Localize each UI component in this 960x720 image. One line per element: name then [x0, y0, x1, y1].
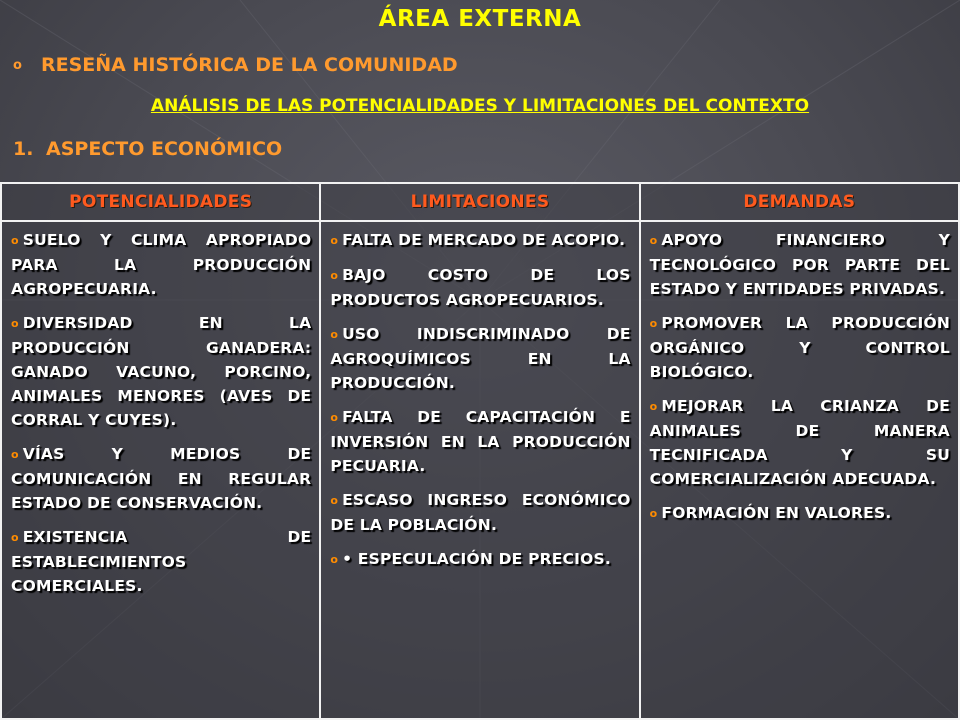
list-item: o APOYO FINANCIERO Y TECNOLÓGICO POR PARTE DEL ESTADO Y ENTIDADES PRIVADAS.: [649, 231, 950, 298]
demandas-cell: [640, 221, 959, 719]
history-heading-text: RESEÑA HISTÓRICA DE LA COMUNIDAD: [41, 54, 458, 76]
circle-bullet-icon: o: [649, 507, 658, 520]
circle-bullet-icon: o: [11, 234, 19, 247]
potencialidades-cell: [1, 221, 320, 719]
circle-bullet-icon: o: [330, 269, 339, 282]
list-item: o FORMACIÓN EN VALORES.: [649, 504, 892, 522]
analysis-table: [0, 182, 960, 720]
section-number: 1.: [13, 138, 34, 160]
table-header-row: [1, 183, 959, 221]
circle-bullet-icon: o: [11, 531, 19, 544]
circle-bullet-icon: o: [330, 411, 339, 424]
limitaciones-cell: [320, 221, 639, 719]
section-heading: [13, 138, 282, 160]
list-item: o DIVERSIDAD EN LA PRODUCCIÓN GANADERA: GANADO VACUNO, PORCINO, ANIMALES MENORES (AVES DE CORRAL Y CUYES).: [11, 314, 312, 429]
list-item: o SUELO Y CLIMA APROPIADO PARA LA PRODUCCIÓN AGROPECUARIA.: [11, 231, 312, 298]
list-item: o VÍAS Y MEDIOS DE COMUNICACIÓN EN REGULAR ESTADO DE CONSERVACIÓN.: [11, 445, 312, 512]
circle-bullet-icon: o: [330, 553, 339, 566]
circle-bullet-icon: o: [649, 234, 658, 247]
column-header-demandas: DEMANDAS: [640, 183, 959, 221]
circle-bullet-icon: o: [330, 328, 339, 341]
list-item: o USO INDISCRIMINADO DE AGROQUÍMICOS EN LA PRODUCCIÓN.: [330, 325, 631, 392]
column-header-limitaciones: LIMITACIONES: [320, 183, 639, 221]
circle-bullet-icon: o: [330, 234, 339, 247]
list-item: o FALTA DE CAPACITACIÓN E INVERSIÓN EN LA PRODUCCIÓN PECUARIA.: [330, 408, 631, 475]
column-header-potencialidades: POTENCIALIDADES: [1, 183, 320, 221]
list-item: o EXISTENCIA DE ESTABLECIMIENTOS COMERCIALES.: [11, 528, 312, 595]
circle-bullet-icon: o: [11, 317, 19, 330]
analysis-heading: ANÁLISIS DE LAS POTENCIALIDADES Y LIMITACIONES DEL CONTEXTO: [150, 96, 810, 116]
list-item: o FALTA DE MERCADO DE ACOPIO.: [330, 231, 626, 249]
circle-bullet-icon: o: [649, 317, 658, 330]
list-item: o ESCASO INGRESO ECONÓMICO DE LA POBLACIÓN.: [330, 491, 631, 534]
table-body-row: [1, 221, 959, 719]
list-item: o PROMOVER LA PRODUCCIÓN ORGÁNICO Y CONTROL BIOLÓGICO.: [649, 314, 950, 381]
circle-bullet-icon: o: [649, 400, 658, 413]
circle-bullet-icon: o: [13, 58, 22, 73]
circle-bullet-icon: o: [330, 494, 339, 507]
section-title: ASPECTO ECONÓMICO: [46, 138, 283, 160]
history-heading: [13, 54, 458, 76]
list-item: o BAJO COSTO DE LOS PRODUCTOS AGROPECUARIOS.: [330, 266, 631, 309]
slide-header: [0, 0, 960, 182]
circle-bullet-icon: o: [11, 448, 19, 461]
slide-title: ÁREA EXTERNA: [378, 6, 582, 32]
list-item: o • ESPECULACIÓN DE PRECIOS.: [330, 550, 611, 568]
list-item: o MEJORAR LA CRIANZA DE ANIMALES DE MANERA TECNIFICADA Y SU COMERCIALIZACIÓN ADECUADA.: [649, 397, 950, 488]
